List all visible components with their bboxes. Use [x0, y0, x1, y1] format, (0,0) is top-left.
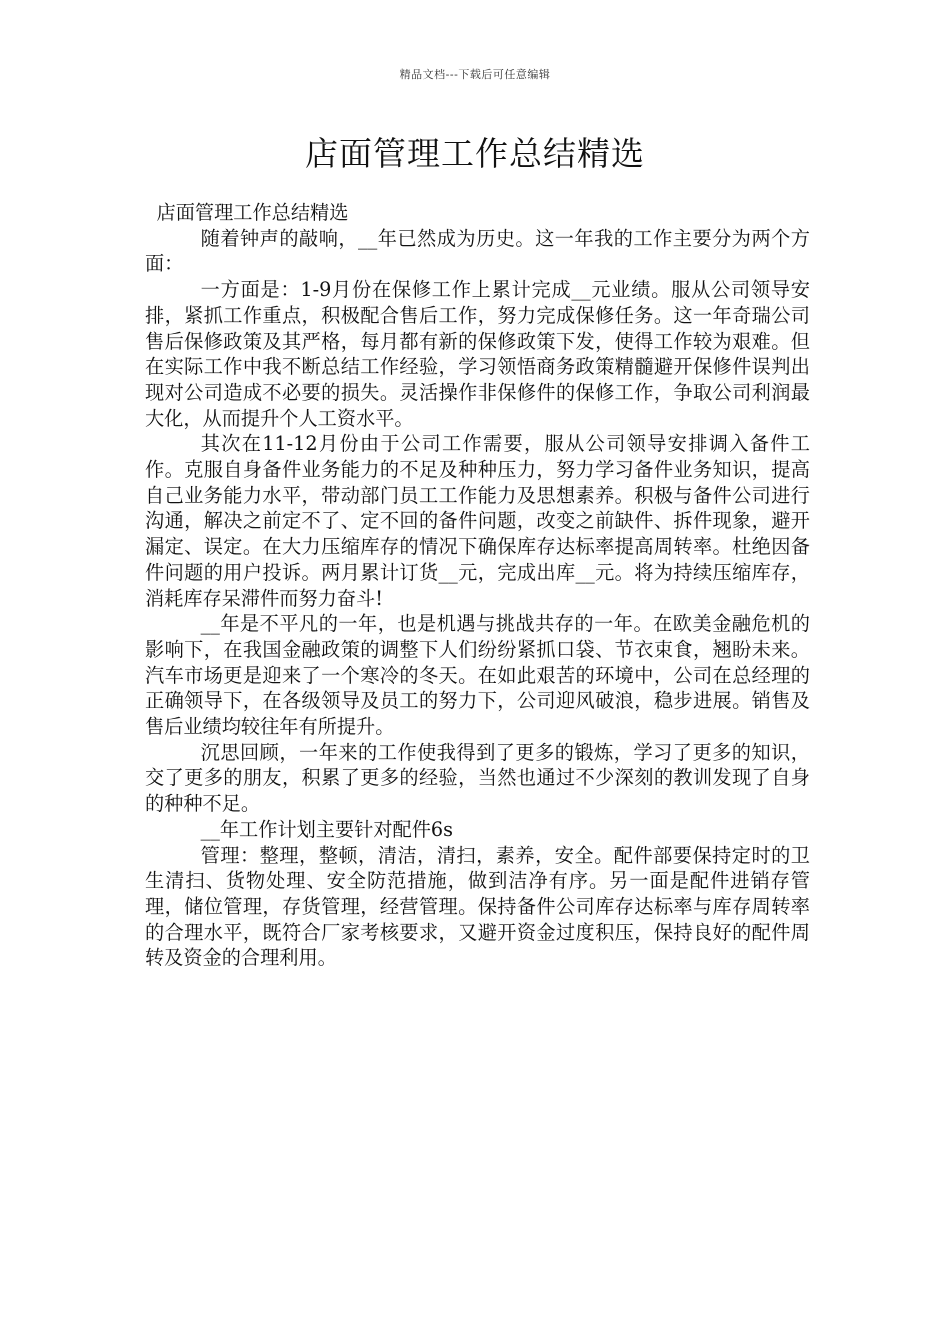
paragraph-reflection: 沉思回顾，一年来的工作使我得到了更多的锻炼，学习了更多的知识，交了更多的朋友，积累了更多的经验，当然也通过不少深刻的教训发现了自身的种种不足。: [145, 740, 810, 816]
page-header-note: 精品文档---下载后可任意编辑: [399, 68, 551, 81]
paragraph-warranty-work: 一方面是：1-9月份在保修工作上累计完成__元业绩。服从公司领导安排，紧抓工作重点，积极配合售后工作，努力完成保修任务。这一年奇瑞公司售后保修政策及其严格，每月都有新的保修政策下发，使得工作较为艰难。但在实际工作中我不断总结工作经验，学习领悟商务政策精髓避开保修件误判出现对公司造成不必要的损失。灵活操作非保修件的保修工作，争取公司利润最大化，从而提升个人工资水平。: [145, 278, 810, 430]
paragraph-year-review: __年是不平凡的一年，也是机遇与挑战共存的一年。在欧美金融危机的影响下，在我国金融政策的调整下人们纷纷紧抓口袋、节衣束食，翘盼未来。汽车市场更是迎来了一个寒冷的冬天。在如此艰苦的环境中，公司在总经理的正确领导下，在各级领导及员工的努力下，公司迎风破浪，稳步进展。销售及售后业绩均较往年有所提升。: [145, 612, 810, 739]
paragraph-plan-details: 管理：整理，整顿，清洁，清扫，素养，安全。配件部要保持定时的卫生清扫、货物处理、安全防范措施，做到洁净有序。另一面是配件进销存管理，储位管理，存货管理，经营管理。保持备件公司库存达标率与库存周转率的合理水平，既符合厂家考核要求，又避开资金过度积压，保持良好的配件周转及资金的合理利用。: [145, 843, 810, 970]
document-title: 店面管理工作总结精选: [305, 134, 645, 173]
paragraph-plan-heading: __年工作计划主要针对配件6s: [200, 817, 453, 841]
document-body: [145, 200, 810, 971]
paragraph-intro: 随着钟声的敲响，__年已然成为历史。这一年我的工作主要分为两个方面：: [145, 226, 810, 276]
paragraph-parts-work: 其次在11-12月份由于公司工作需要，服从公司领导安排调入备件工作。克服自身备件业务能力的不足及种种压力，努力学习备件业务知识，提高自己业务能力水平，带动部门员工工作能力及思想素养。积极与备件公司进行沟通，解决之前定不了、定不回的备件问题，改变之前缺件、拆件现象，避开漏定、误定。在大力压缩库存的情况下确保库存达标率提高周转率。杜绝因备件问题的用户投诉。两月累计订货__元，完成出库__元。将为持续压缩库存，消耗库存呆滞件而努力奋斗!: [145, 432, 810, 610]
document-subtitle: 店面管理工作总结精选: [156, 201, 349, 224]
